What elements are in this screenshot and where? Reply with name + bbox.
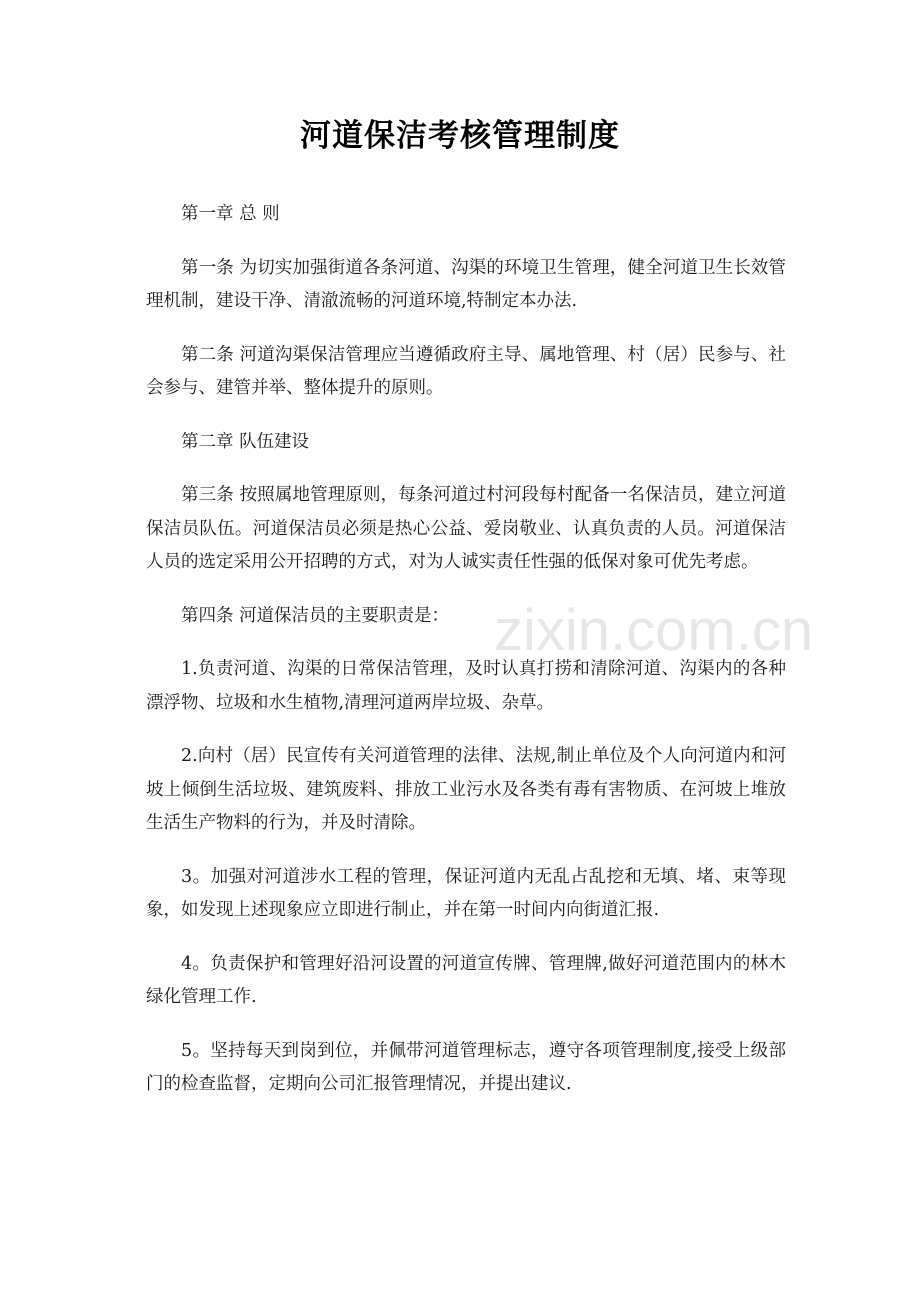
list-item-paragraph: 1.负责河道、沟渠的日常保洁管理，及时认真打捞和清除河道、沟渠内的各种漂浮物、垃圾和水生植物,清理河道两岸垃圾、杂草。 — [146, 659, 786, 713]
watermark-text: zixin.com.cn — [494, 598, 814, 663]
article-paragraph: 第二条 河道沟渠保洁管理应当遵循政府主导、属地管理、村（居）民参与、社会参与、建管并举、整体提升的原则。 — [146, 344, 786, 398]
chapter-heading: 第二章 队伍建设 — [181, 431, 310, 452]
list-item-paragraph: 3。加强对河道涉水工程的管理，保证河道内无乱占乱挖和无填、堵、束等现象，如发现上述现象应立即进行制止，并在第一时间内向街道汇报. — [146, 866, 786, 920]
article-paragraph: 第四条 河道保洁员的主要职责是： — [181, 605, 450, 626]
article-paragraph: 第三条 按照属地管理原则，每条河道过村河段每村配备一名保洁员，建立河道保洁员队伍。河道保洁员必须是热心公益、爱岗敬业、认真负责的人员。河道保洁人员的选定采用公开招聘的方式，对为人诚实责任性强的低保对象可优先考虑。 — [146, 485, 786, 572]
article-paragraph: 第一条 为切实加强街道各条河道、沟渠的环境卫生管理，健全河道卫生长效管理机制，建设干净、清澈流畅的河道环境,特制定本办法. — [146, 257, 786, 311]
document-title: 河道保洁考核管理制度 — [300, 118, 620, 154]
list-item-paragraph: 4。负责保护和管理好沿河设置的河道宣传牌、管理牌,做好河道范围内的林木绿化管理工作. — [146, 953, 786, 1007]
list-item-paragraph: 2.向村（居）民宣传有关河道管理的法律、法规,制止单位及个人向河道内和河坡上倾倒生活垃圾、建筑废料、排放工业污水及各类有毒有害物质、在河坡上堆放生活生产物料的行为，并及时清除。 — [146, 746, 786, 833]
list-item-paragraph: 5。坚持每天到岗到位，并佩带河道管理标志，遵守各项管理制度,接受上级部门的检查监督，定期向公司汇报管理情况，并提出建议. — [146, 1040, 786, 1094]
document-body — [146, 198, 786, 1122]
chapter-heading: 第一章 总 则 — [181, 204, 280, 224]
